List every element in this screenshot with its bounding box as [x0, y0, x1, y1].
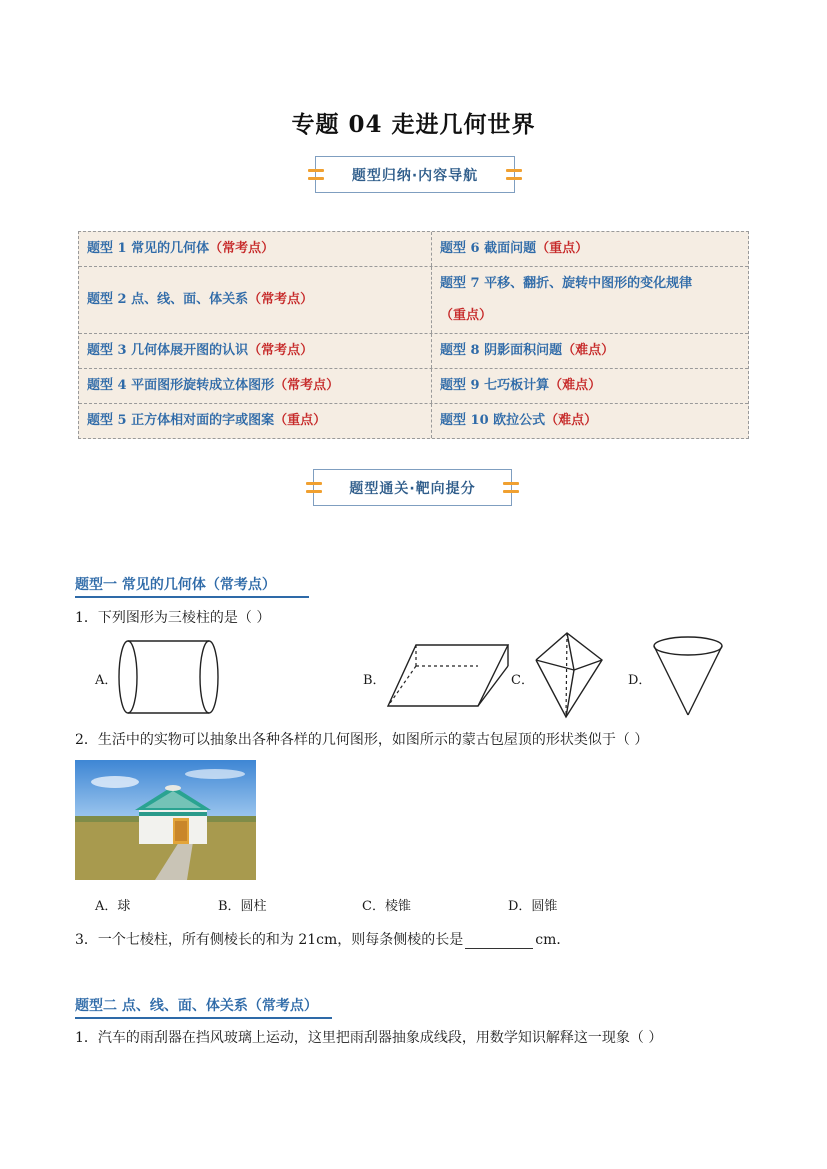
nav-item-topic-5[interactable]: 题型 5 正方体相对面的字或图案（重点）: [79, 404, 432, 438]
nav-row: [79, 266, 748, 333]
option-label-c: C．: [511, 673, 534, 688]
option-a: A．球: [95, 899, 131, 914]
triangular-prism-figure: [386, 640, 512, 710]
nav-item-topic-8[interactable]: 题型 8 阴影面积问题（难点）: [440, 343, 615, 358]
nav-item-topic-6[interactable]: 题型 6 截面问题（重点）: [440, 241, 589, 256]
yurt-photo: [75, 760, 256, 880]
banner-deco-right-icon: [506, 167, 522, 182]
banner-title: 题型通关·靶向提分: [349, 480, 476, 497]
nav-item-topic-7[interactable]: 题型 7 平移、翻折、旋转中图形的变化规律（重点）: [440, 276, 693, 323]
page-title: 专题 04 走进几何世界: [291, 111, 536, 138]
nav-row: [79, 333, 748, 368]
nav-row: [79, 368, 748, 403]
nav-row: [79, 403, 748, 438]
cone-figure: [650, 634, 726, 718]
nav-item-topic-3[interactable]: 题型 3 几何体展开图的认识（常考点）: [79, 334, 432, 368]
question-text: 1．汽车的雨刮器在挡风玻璃上运动，这里把雨刮器抽象成线段，用数学知识解释这一现象（ ）: [75, 1030, 663, 1046]
option-d: D．圆锥: [508, 899, 558, 914]
nav-banner: [315, 156, 515, 193]
question-text: [75, 929, 570, 949]
section-heading: 题型二 点、线、面、体关系（常考点）: [75, 995, 332, 1019]
banner-deco-left-icon: [306, 480, 322, 495]
nav-row: [79, 232, 748, 266]
nav-item-topic-4[interactable]: 题型 4 平面图形旋转成立体图形（常考点）: [79, 369, 432, 403]
option-label-a: A．: [95, 673, 118, 688]
question-unit: cm．: [535, 932, 571, 948]
banner-deco-right-icon: [503, 480, 519, 495]
question-text-before: 3．一个七棱柱，所有侧棱长的和为 21cm，则每条侧棱的长是: [75, 932, 464, 948]
topic-nav-table: [78, 231, 749, 439]
section-heading: 题型一 常见的几何体（常考点）: [75, 574, 309, 598]
question-text: 2．生活中的实物可以抽象出各种各样的几何图形，如图所示的蒙古包屋顶的形状类似于（ ）: [75, 732, 649, 748]
question-text: 1．下列图形为三棱柱的是（ ）: [75, 610, 271, 626]
option-label-d: D．: [628, 673, 652, 688]
option-label-b: B．: [363, 673, 386, 688]
answer-blank[interactable]: [465, 935, 533, 949]
practice-banner: [313, 469, 512, 506]
option-c: C．棱锥: [362, 899, 411, 914]
banner-deco-left-icon: [308, 167, 324, 182]
nav-item-topic-10[interactable]: 题型 10 欧拉公式（难点）: [440, 413, 598, 428]
cylinder-figure: [117, 638, 223, 716]
pyramid-figure: [532, 630, 606, 720]
nav-item-topic-9[interactable]: 题型 9 七巧板计算（难点）: [440, 378, 602, 393]
option-b: B．圆柱: [218, 899, 267, 914]
nav-item-topic-2[interactable]: 题型 2 点、线、面、体关系（常考点）: [79, 267, 432, 333]
nav-item-topic-1[interactable]: 题型 1 常见的几何体（常考点）: [79, 232, 432, 266]
banner-title: 题型归纳·内容导航: [351, 167, 479, 184]
